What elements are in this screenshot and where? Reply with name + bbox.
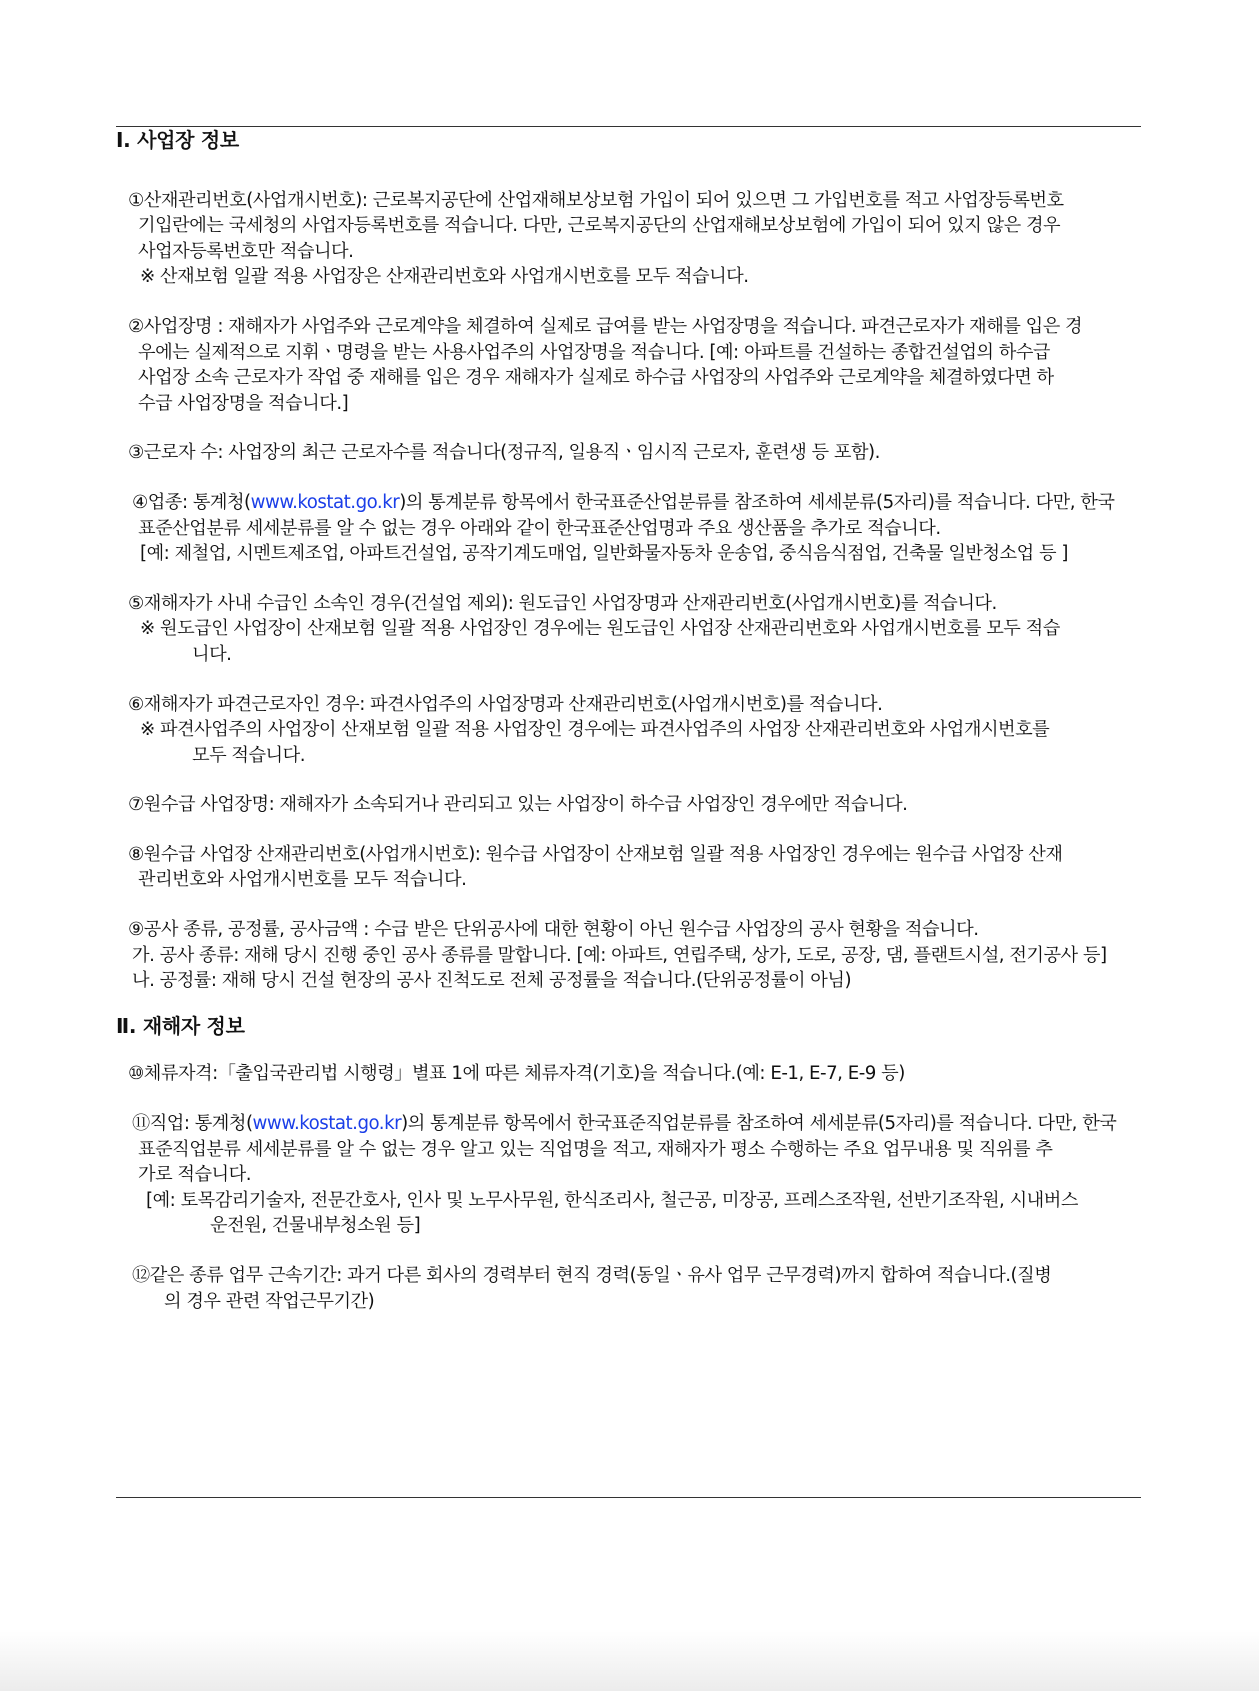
document-body — [116, 126, 1141, 1314]
item-7-prime-contractor-name: ⑦원수급 사업장명: 재해자가 소속되거나 관리되고 있는 사업장이 하수급 사업장인 경우에만 적습니다. — [128, 794, 908, 816]
item-1-industrial-accident-number: ①산재관리번호(사업개시번호): 근로복지공단에 산업재해보상보험 가입이 되어 있으면 그 가입번호를 적고 사업장등록번호 기입란에는 국세청의 사업자등록번호를 적습니다. 다만, 근로복지공단의 산업재해보상보험에 가입이 되어 있지 않은 경우 사업자등록번호만 적습니다. ※ 산재보험 일괄 적용 사업장은 산재관리번호와 사업개시번호를 모두 적습니다. — [116, 188, 1141, 290]
note: ※ 산재보험 일괄 적용 사업장은 산재관리번호와 사업개시번호를 모두 적습니다. — [140, 266, 749, 288]
kostat-link[interactable]: www.kostat.go.kr — [252, 1113, 402, 1135]
item-12-tenure: ⑫같은 종류 업무 근속기간: 과거 다른 회사의 경력부터 현직 경력(동일ㆍ유사 업무 근무경력)까지 합하여 적습니다.(질병 의 경우 관련 작업근무기간) — [132, 1265, 1052, 1312]
item-9-construction-info: ⑨공사 종류, 공정률, 공사금액 : 수급 받은 단위공사에 대한 현황이 아닌 원수급 사업장의 공사 현황을 적습니다. 가. 공사 종류: 재해 당시 진행 중인 공사 종류를 말합니다. [예: 아파트, 연립주택, 상가, 도로, 공장, 댐, 플랜트시설, 전기공사 등] 나. 공정률: 재해 당시 건설 현장의 공사 진척도로 전체 공정률을 적습니다.(단위공정률이 아님) — [128, 919, 1107, 992]
note: ※ 파견사업주의 사업장이 산재보험 일괄 적용 사업장인 경우에는 파견사업주의 사업장 산재관리번호와 사업개시번호를 — [140, 719, 1050, 741]
item-8-prime-contractor-number: ⑧원수급 사업장 산재관리번호(사업개시번호): 원수급 사업장이 산재보험 일괄 적용 사업장인 경우에는 원수급 사업장 산재 관리번호와 사업개시번호를 모두 적습니다. — [128, 843, 1063, 891]
section-title-workplace: Ⅰ. 사업장 정보 — [116, 128, 239, 152]
page-edge-shadow — [0, 1631, 1259, 1691]
item-11-occupation: ⑪직업: 통계청(www.kostat.go.kr)의 통계분류 항목에서 한국표준직업분류를 참조하여 세세분류(5자리)를 적습니다. 다만, 한국 표준직업분류 세세분류를 알 수 없는 경우 알고 있는 직업명을 적고, 재해자가 평소 수행하는 주요 업무내용 및 직위를 추 가로 적습니다. [예: 토목감리기술자, 전문간호사, 인사 및 노무사무원, 한식조리사, 철근공, 미장공, 프레스조작원, 선반기조작원, 시내버스 운전원, 건물내부청소원 등] — [132, 1113, 1117, 1237]
item-2-workplace-name: ②사업장명 : 재해자가 사업주와 근로계약을 체결하여 실제로 급여를 받는 사업장명을 적습니다. 파견근로자가 재해를 입은 경 우에는 실제적으로 지휘ㆍ명령을 받는 사용사업주의 사업장명을 적습니다. [예: 아파트를 건설하는 종합건설업의 하수급 사업장 소속 근로자가 작업 중 재해를 입은 경우 재해자가 실제로 하수급 사업장의 사업주와 근로계약을 체결하였다면 하 수급 사업장명을 적습니다.] — [128, 315, 1083, 414]
item-4-industry: ④업종: 통계청(www.kostat.go.kr)의 통계분류 항목에서 한국표준산업분류를 참조하여 세세분류(5자리)를 적습니다. 다만, 한국 표준산업분류 세세분류를 알 수 없는 경우 아래와 같이 한국표준산업명과 주요 생산품을 추가로 적습니다. [예: 제철업, 시멘트제조업, 아파트건설업, 공작기계도매업, 일반화물자동차 운송업, 중식음식점업, 건축물 일반청소업 등 ] — [132, 491, 1115, 565]
bottom-divider — [116, 1497, 1141, 1498]
note: ※ 원도급인 사업장이 산재보험 일괄 적용 사업장인 경우에는 원도급인 사업장 산재관리번호와 사업개시번호를 모두 적습 — [140, 618, 1060, 640]
item-5-in-house-subcontractor: ⑤재해자가 사내 수급인 소속인 경우(건설업 제외): 원도급인 사업장명과 산재관리번호(사업개시번호)를 적습니다. ※ 원도급인 사업장이 산재보험 일괄 적용 사업장인 경우에는 원도급인 사업장 산재관리번호와 사업개시번호를 모두 적습 니다. — [116, 591, 1141, 668]
item-10-residence-status: ⑩체류자격:「출입국관리법 시행령」별표 1에 따른 체류자격(기호)을 적습니다.(예: E-1, E-7, E-9 등) — [128, 1063, 905, 1085]
section-title-victim: Ⅱ. 재해자 정보 — [116, 1013, 245, 1038]
item-3-worker-count: ③근로자 수: 사업장의 최근 근로자수를 적습니다(정규직, 일용직ㆍ임시직 근로자, 훈련생 등 포함). — [128, 442, 880, 464]
kostat-link[interactable]: www.kostat.go.kr — [250, 491, 400, 513]
item-6-dispatched-worker: ⑥재해자가 파견근로자인 경우: 파견사업주의 사업장명과 산재관리번호(사업개시번호)를 적습니다. ※ 파견사업주의 사업장이 산재보험 일괄 적용 사업장인 경우에는 파견사업주의 사업장 산재관리번호와 사업개시번호를 모두 적습니다. — [116, 692, 1141, 769]
